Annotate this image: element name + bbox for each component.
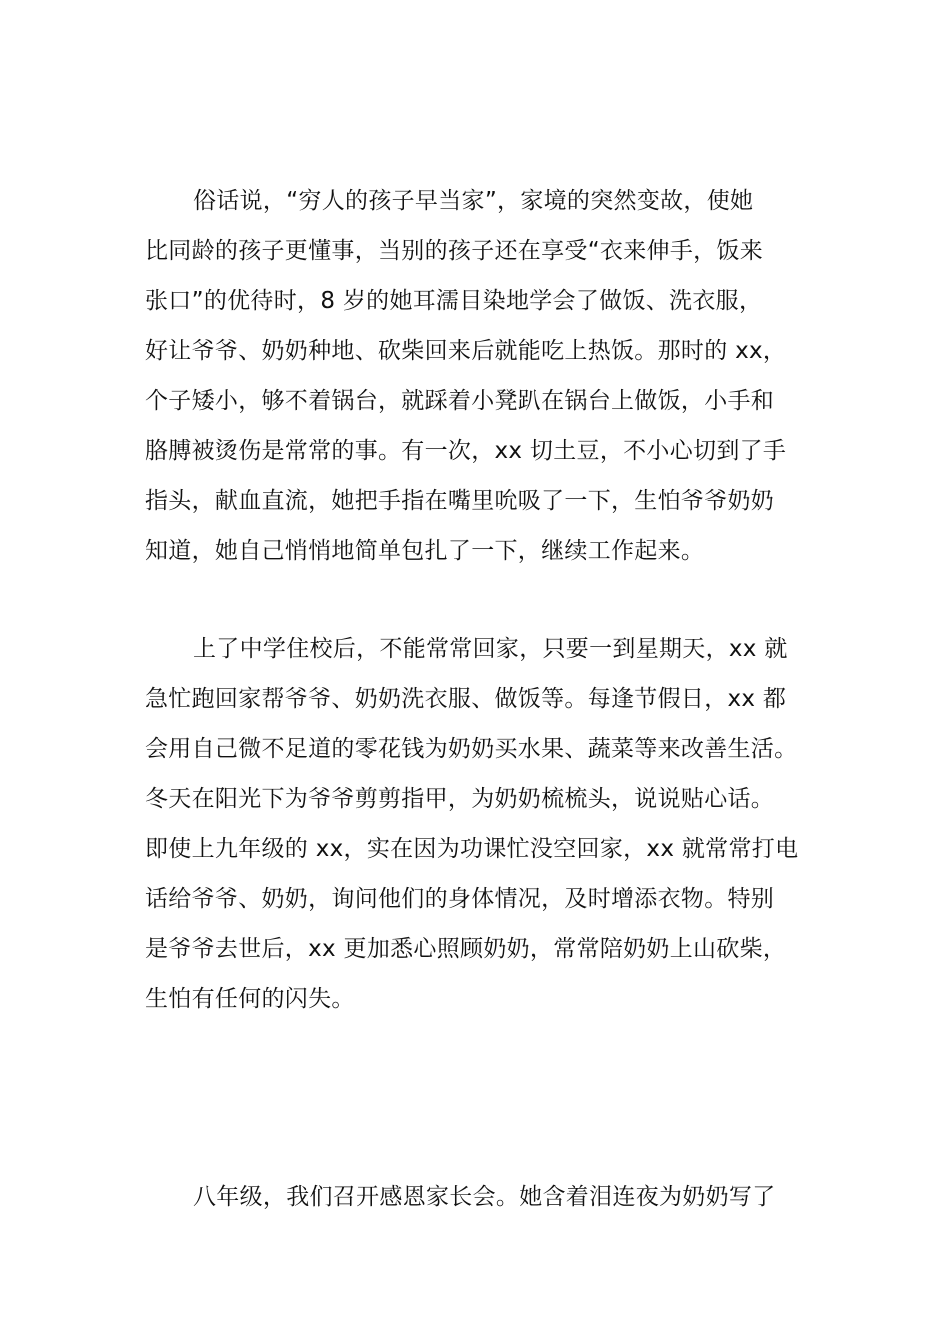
- paragraph-line: 个子矮小，够不着锅台，就踩着小凳趴在锅台上做饭，小手和: [145, 388, 775, 414]
- paragraph-line: 俗话说，“穷人的孩子早当家”，家境的突然变故，使她: [193, 188, 754, 214]
- paragraph-line: 胳膊被烫伤是常常的事。有一次，xx 切土豆，不小心切到了手: [145, 438, 787, 464]
- paragraph-line: 上了中学住校后，不能常常回家，只要一到星期天，xx 就: [193, 636, 788, 662]
- paragraph-line: 是爷爷去世后，xx 更加悉心照顾奶奶，常常陪奶奶上山砍柴，: [145, 936, 787, 962]
- paragraph-line: 冬天在阳光下为爷爷剪剪指甲，为奶奶梳梳头，说说贴心话。: [145, 786, 775, 812]
- paragraph-line: 会用自己微不足道的零花钱为奶奶买水果、蔬菜等来改善生活。: [145, 736, 798, 762]
- paragraph-line: 生怕有任何的闪失。: [145, 986, 355, 1012]
- paragraph-line: 张口”的优待时，8 岁的她耳濡目染地学会了做饭、洗衣服，: [145, 288, 763, 314]
- paragraph-line: 话给爷爷、奶奶，询问他们的身体情况，及时增添衣物。特别: [145, 886, 775, 912]
- paragraph-line: 八年级，我们召开感恩家长会。她含着泪连夜为奶奶写了: [193, 1184, 776, 1210]
- paragraph-line: 急忙跑回家帮爷爷、奶奶洗衣服、做饭等。每逢节假日，xx 都: [145, 686, 787, 712]
- paragraph-line: 即使上九年级的 xx，实在因为功课忙没空回家，xx 就常常打电: [145, 836, 799, 862]
- paragraph-line: 指头，献血直流，她把手指在嘴里吮吸了一下，生怕爷爷奶奶: [145, 488, 775, 514]
- paragraph-line: 比同龄的孩子更懂事，当别的孩子还在享受“衣来伸手，饭来: [145, 238, 764, 264]
- paragraph-line: 好让爷爷、奶奶种地、砍柴回来后就能吃上热饭。那时的 xx，: [145, 338, 787, 364]
- paragraph-line: 知道，她自己悄悄地简单包扎了一下，继续工作起来。: [145, 538, 705, 564]
